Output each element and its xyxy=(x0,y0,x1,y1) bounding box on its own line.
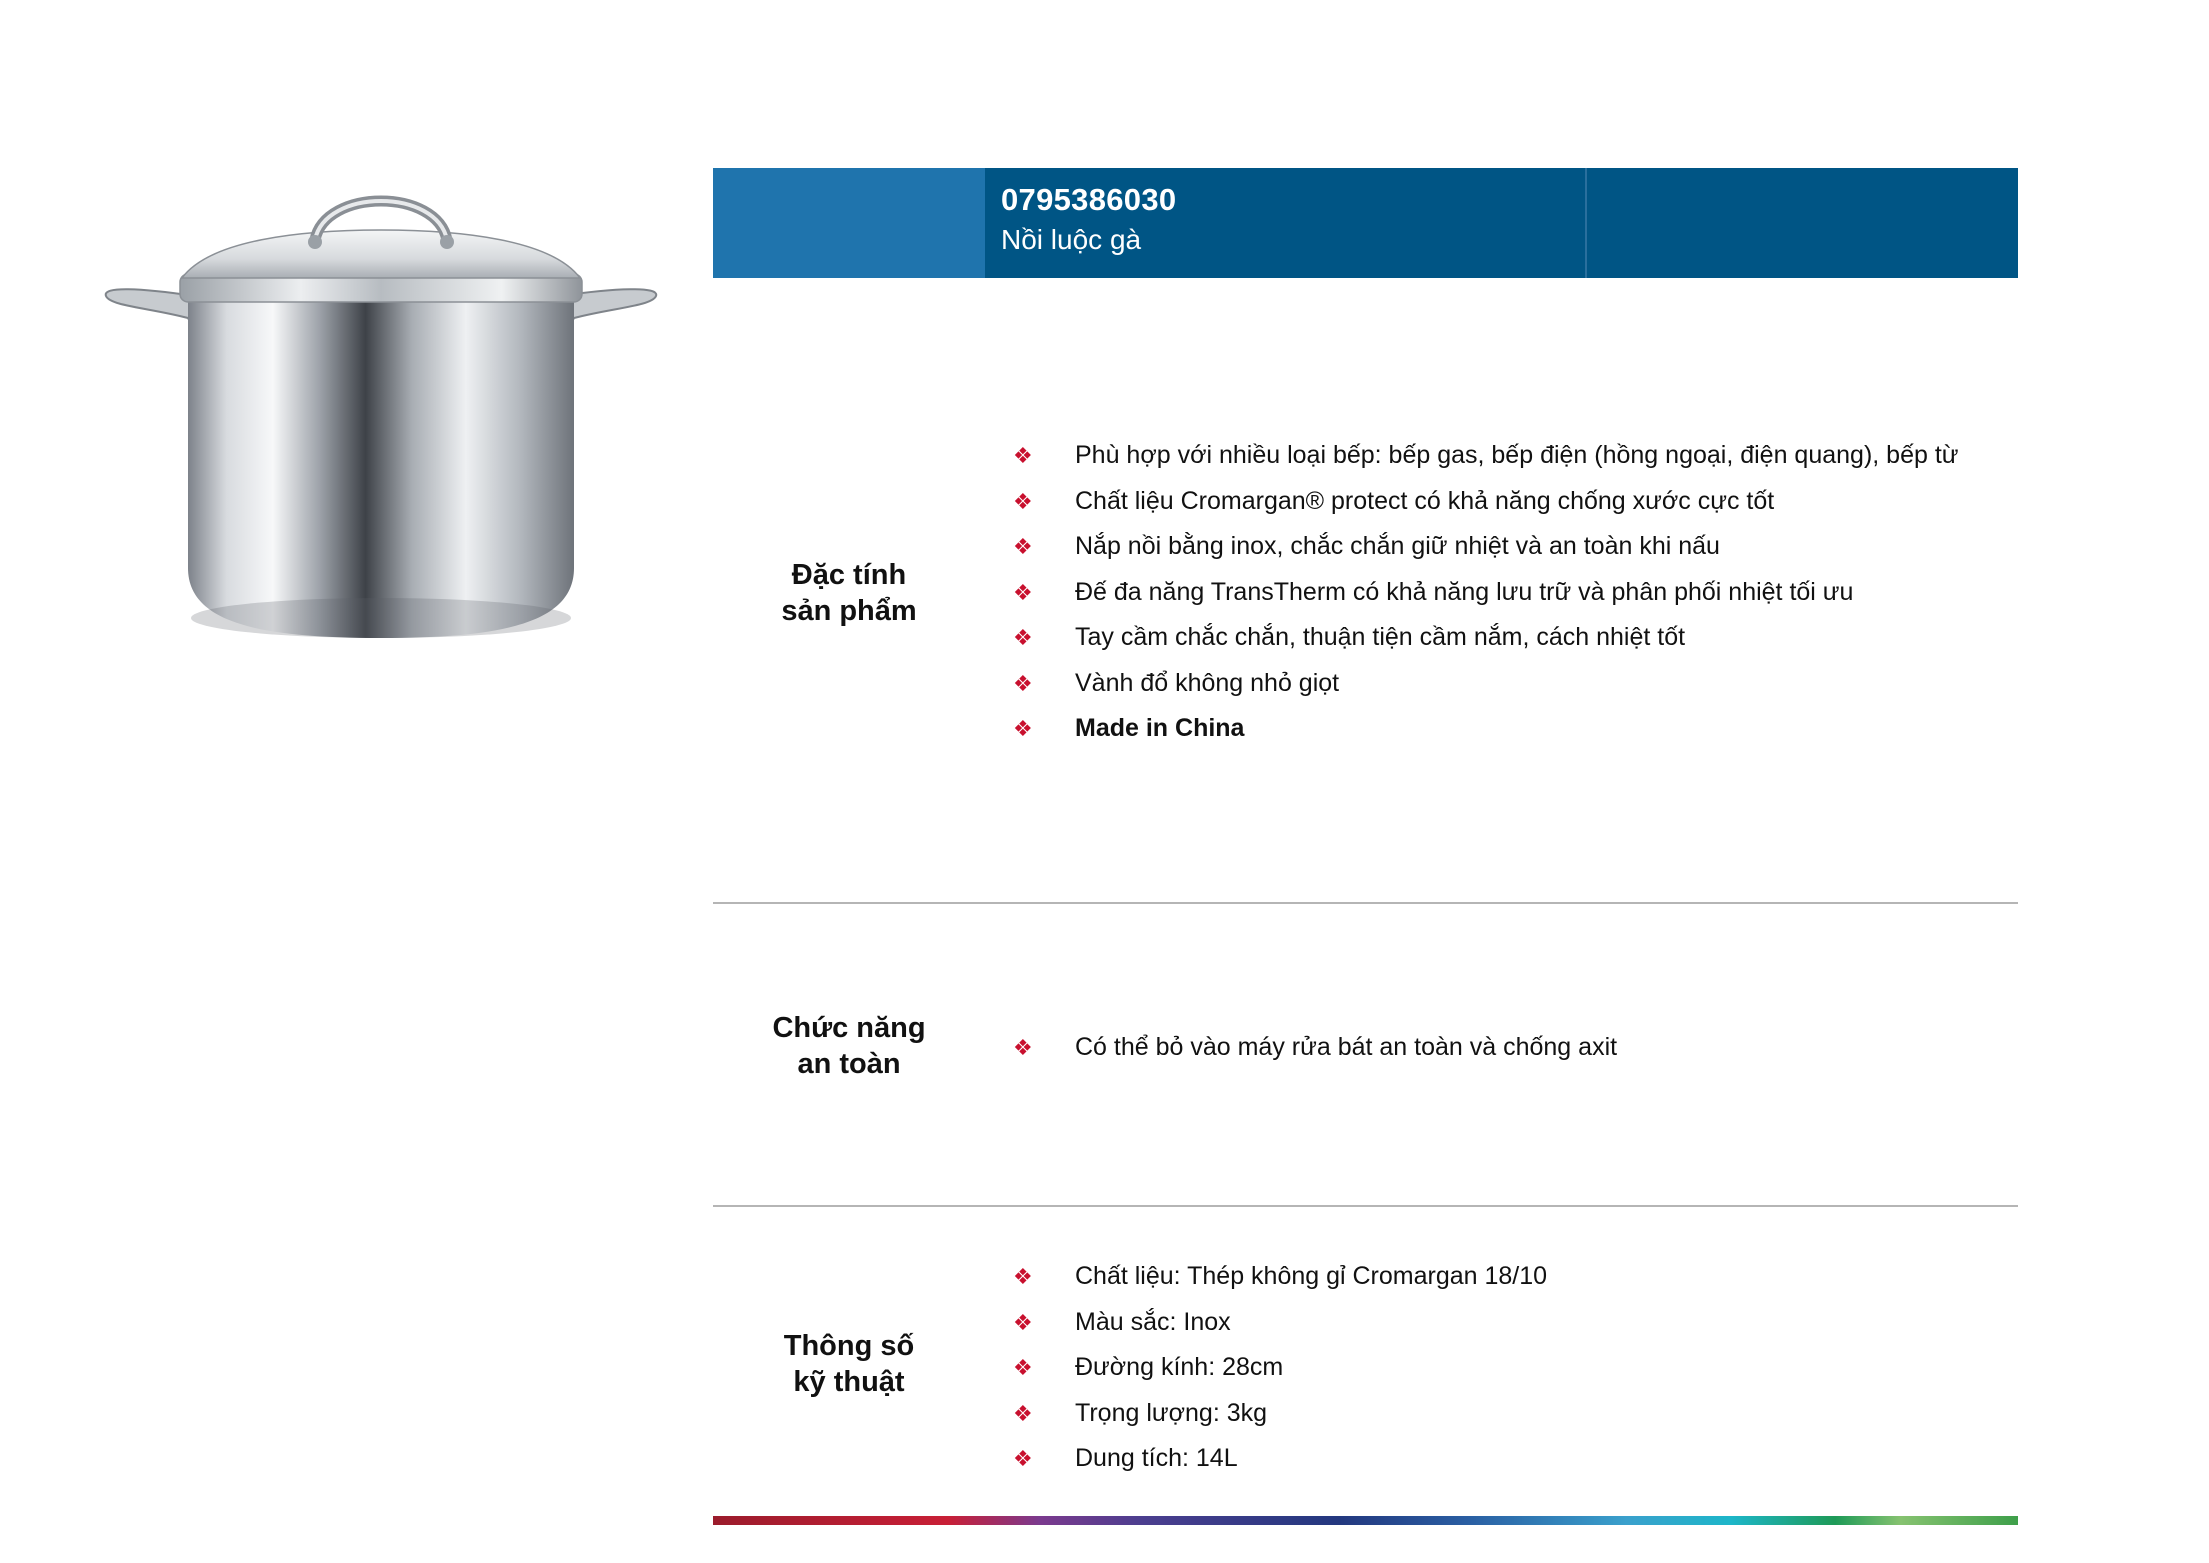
list-item-text: Chất liệu Cromargan® protect có khả năng chống xước cực tốt xyxy=(1075,486,1775,515)
specs-title-line2: kỹ thuật xyxy=(793,1366,905,1398)
bullet-icon: ❖ xyxy=(1013,1035,1033,1060)
product-header xyxy=(713,168,2018,278)
bullet-icon: ❖ xyxy=(1013,625,1033,650)
bullet-icon: ❖ xyxy=(1013,579,1033,605)
list-item xyxy=(1013,1254,1547,1300)
features-title xyxy=(713,557,985,629)
list-item xyxy=(1013,1300,1547,1346)
bullet-icon: ❖ xyxy=(1013,1446,1033,1471)
bullet-icon: ❖ xyxy=(1013,1400,1033,1426)
header-title-block xyxy=(985,168,1585,278)
section-divider xyxy=(713,1205,2018,1207)
bullet-icon: ❖ xyxy=(1013,670,1033,696)
safety-list xyxy=(1013,1025,1617,1071)
list-item xyxy=(1013,524,1959,570)
features-section xyxy=(713,420,2018,780)
header-right-block xyxy=(1585,168,2018,278)
list-item xyxy=(1013,1391,1547,1437)
features-list xyxy=(1013,433,1959,752)
list-item-text: Vành đổ không nhỏ giọt xyxy=(1075,668,1340,697)
list-item xyxy=(1013,570,1959,616)
bullet-icon: ❖ xyxy=(1013,1309,1033,1335)
list-item-text: Tay cầm chắc chắn, thuận tiện cầm nắm, cách nhiệt tốt xyxy=(1075,623,1686,651)
bullet-icon: ❖ xyxy=(1013,1355,1033,1380)
list-item-text: Dung tích: 14L xyxy=(1075,1444,1238,1472)
list-item xyxy=(1013,706,1959,752)
features-title-line2: sản phẩm xyxy=(781,595,917,627)
list-item-text: Có thể bỏ vào máy rửa bát an toàn và chống axit xyxy=(1075,1033,1618,1061)
safety-title-line2: an toàn xyxy=(797,1048,901,1080)
list-item-text: Trọng lượng: 3kg xyxy=(1075,1398,1268,1427)
bullet-icon: ❖ xyxy=(1013,716,1033,741)
specs-list xyxy=(1013,1254,1547,1482)
specs-section xyxy=(713,1254,2018,1494)
product-code: 0795386030 xyxy=(1001,182,1177,217)
list-item-text: Chất liệu: Thép không gỉ Cromargan 18/10 xyxy=(1075,1262,1548,1290)
list-item xyxy=(1013,1345,1547,1391)
list-item xyxy=(1013,661,1959,707)
safety-title-line1: Chức năng xyxy=(772,1012,926,1044)
list-item xyxy=(1013,1436,1547,1482)
list-item xyxy=(1013,1025,1617,1071)
bullet-icon: ❖ xyxy=(1013,488,1033,514)
bullet-icon: ❖ xyxy=(1013,534,1033,559)
brand-color-band xyxy=(713,1516,2018,1525)
list-item-text: Nắp nồi bằng inox, chắc chắn giữ nhiệt và an toàn khi nấu xyxy=(1075,532,1720,560)
stock-pot-image xyxy=(100,178,662,650)
list-item-text: Phù hợp với nhiều loại bếp: bếp gas, bếp điện (hồng ngoại, điện quang), bếp từ xyxy=(1075,441,1959,469)
header-left-block xyxy=(713,168,985,278)
list-item xyxy=(1013,479,1959,525)
list-item xyxy=(1013,433,1959,479)
section-divider xyxy=(713,902,2018,904)
list-item-text: Made in China xyxy=(1075,714,1245,742)
bullet-icon: ❖ xyxy=(1013,1264,1033,1289)
specs-title-line1: Thông số xyxy=(783,1330,915,1362)
safety-section xyxy=(713,1010,2018,1110)
features-title-line1: Đặc tính xyxy=(791,559,907,591)
specs-title xyxy=(713,1328,985,1400)
list-item-text: Màu sắc: Inox xyxy=(1075,1307,1231,1336)
safety-title xyxy=(713,1010,985,1082)
list-item xyxy=(1013,615,1959,661)
bullet-icon: ❖ xyxy=(1013,443,1033,468)
list-item-text: Đế đa năng TransTherm có khả năng lưu trữ và phân phối nhiệt tối ưu xyxy=(1075,577,1854,606)
list-item-text: Đường kính: 28cm xyxy=(1075,1353,1284,1381)
product-name: Nồi luộc gà xyxy=(1001,224,1142,255)
